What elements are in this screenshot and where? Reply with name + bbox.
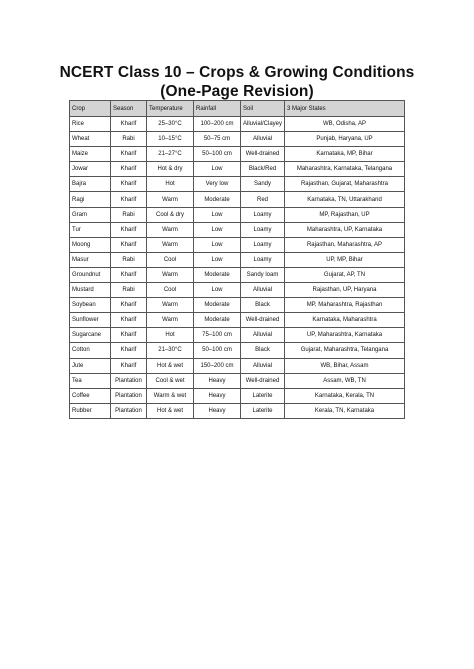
cell-season: Kharif	[111, 117, 147, 132]
cell-crop: Rubber	[70, 403, 111, 418]
table-row	[70, 403, 405, 418]
cell-major-states: UP, Maharashtra, Karnataka	[285, 328, 405, 343]
cell-soil: Loamy	[241, 252, 285, 267]
cell-crop: Mustard	[70, 283, 111, 298]
table-row	[70, 328, 405, 343]
cell-soil: Alluvial	[241, 132, 285, 147]
header-major-states: 3 Major States	[285, 101, 405, 117]
cell-soil: Loamy	[241, 222, 285, 237]
cell-season: Plantation	[111, 388, 147, 403]
header-temperature: Temperature	[147, 101, 194, 117]
cell-soil: Alluvial	[241, 358, 285, 373]
cell-season: Kharif	[111, 222, 147, 237]
cell-temperature: Hot	[147, 177, 194, 192]
cell-temperature: Cool & dry	[147, 207, 194, 222]
table-row	[70, 358, 405, 373]
table-row	[70, 177, 405, 192]
cell-rainfall: Low	[194, 222, 241, 237]
table-header-row	[70, 101, 405, 117]
table-row	[70, 283, 405, 298]
cell-rainfall: 50–75 cm	[194, 132, 241, 147]
cell-soil: Loamy	[241, 207, 285, 222]
cell-season: Kharif	[111, 313, 147, 328]
cell-rainfall: Moderate	[194, 313, 241, 328]
cell-soil: Sandy	[241, 177, 285, 192]
cell-temperature: Warm & wet	[147, 388, 194, 403]
cell-crop: Soybean	[70, 298, 111, 313]
cell-rainfall: 50–100 cm	[194, 147, 241, 162]
cell-soil: Sandy loam	[241, 267, 285, 282]
table-row	[70, 298, 405, 313]
cell-season: Kharif	[111, 237, 147, 252]
cell-season: Kharif	[111, 192, 147, 207]
cell-crop: Masur	[70, 252, 111, 267]
cell-crop: Moong	[70, 237, 111, 252]
cell-temperature: Warm	[147, 222, 194, 237]
table-row	[70, 192, 405, 207]
cell-rainfall: Low	[194, 207, 241, 222]
table-row	[70, 222, 405, 237]
cell-crop: Jowar	[70, 162, 111, 177]
cell-major-states: MP, Rajasthan, UP	[285, 207, 405, 222]
cell-temperature: Warm	[147, 298, 194, 313]
cell-temperature: 21–27°C	[147, 147, 194, 162]
cell-soil: Well-drained	[241, 313, 285, 328]
cell-soil: Laterite	[241, 403, 285, 418]
cell-temperature: Cool	[147, 283, 194, 298]
cell-crop: Cotton	[70, 343, 111, 358]
cell-crop: Maize	[70, 147, 111, 162]
cell-crop: Tur	[70, 222, 111, 237]
cell-major-states: Gujarat, AP, TN	[285, 267, 405, 282]
cell-crop: Bajra	[70, 177, 111, 192]
cell-temperature: Cool	[147, 252, 194, 267]
cell-temperature: 21–30°C	[147, 343, 194, 358]
cell-season: Kharif	[111, 343, 147, 358]
cell-season: Kharif	[111, 162, 147, 177]
cell-rainfall: Moderate	[194, 192, 241, 207]
cell-temperature: Cool & wet	[147, 373, 194, 388]
cell-crop: Rice	[70, 117, 111, 132]
cell-rainfall: 50–100 cm	[194, 343, 241, 358]
table-body	[70, 117, 405, 419]
cell-soil: Well-drained	[241, 147, 285, 162]
cell-temperature: Hot & wet	[147, 403, 194, 418]
cell-rainfall: 75–100 cm	[194, 328, 241, 343]
cell-major-states: UP, MP, Bihar	[285, 252, 405, 267]
cell-rainfall: Low	[194, 237, 241, 252]
cell-crop: Tea	[70, 373, 111, 388]
cell-crop: Gram	[70, 207, 111, 222]
cell-major-states: Karnataka, MP, Bihar	[285, 147, 405, 162]
header-crop: Crop	[70, 101, 111, 117]
header-rainfall: Rainfall	[194, 101, 241, 117]
cell-rainfall: Heavy	[194, 373, 241, 388]
cell-major-states: MP, Maharashtra, Rajasthan	[285, 298, 405, 313]
cell-temperature: Warm	[147, 313, 194, 328]
cell-rainfall: Moderate	[194, 267, 241, 282]
cell-temperature: 10–15°C	[147, 132, 194, 147]
table-row	[70, 313, 405, 328]
cell-season: Rabi	[111, 132, 147, 147]
cell-major-states: Assam, WB, TN	[285, 373, 405, 388]
cell-soil: Loamy	[241, 237, 285, 252]
title-line-2: (One-Page Revision)	[160, 83, 314, 100]
cell-crop: Ragi	[70, 192, 111, 207]
cell-crop: Coffee	[70, 388, 111, 403]
cell-crop: Sunflower	[70, 313, 111, 328]
cell-season: Kharif	[111, 267, 147, 282]
title-line-1: NCERT Class 10 – Crops & Growing Conditions	[59, 64, 415, 81]
header-soil: Soil	[241, 101, 285, 117]
cell-temperature: 25–30°C	[147, 117, 194, 132]
cell-major-states: Karnataka, TN, Uttarakhand	[285, 192, 405, 207]
cell-major-states: Gujarat, Maharashtra, Telangana	[285, 343, 405, 358]
cell-crop: Jute	[70, 358, 111, 373]
table-row	[70, 252, 405, 267]
cell-rainfall: Low	[194, 162, 241, 177]
cell-rainfall: 100–200 cm	[194, 117, 241, 132]
table-row	[70, 117, 405, 132]
cell-major-states: Maharashtra, UP, Karnataka	[285, 222, 405, 237]
cell-season: Rabi	[111, 207, 147, 222]
table-row	[70, 388, 405, 403]
cell-soil: Red	[241, 192, 285, 207]
cell-major-states: Karnataka, Kerala, TN	[285, 388, 405, 403]
cell-soil: Black	[241, 343, 285, 358]
cell-rainfall: Low	[194, 283, 241, 298]
cell-major-states: Karnataka, Maharashtra	[285, 313, 405, 328]
cell-season: Kharif	[111, 358, 147, 373]
cell-rainfall: Heavy	[194, 388, 241, 403]
cell-major-states: Kerala, TN, Karnataka	[285, 403, 405, 418]
cell-major-states: WB, Bihar, Assam	[285, 358, 405, 373]
cell-crop: Wheat	[70, 132, 111, 147]
cell-season: Plantation	[111, 373, 147, 388]
cell-temperature: Hot & wet	[147, 358, 194, 373]
cell-major-states: Rajasthan, Gujarat, Maharashtra	[285, 177, 405, 192]
cell-soil: Black/Red	[241, 162, 285, 177]
cell-temperature: Warm	[147, 237, 194, 252]
cell-crop: Groundnut	[70, 267, 111, 282]
cell-temperature: Warm	[147, 192, 194, 207]
cell-soil: Alluvial	[241, 328, 285, 343]
cell-season: Kharif	[111, 298, 147, 313]
table-row	[70, 207, 405, 222]
table-row	[70, 267, 405, 282]
table-row	[70, 147, 405, 162]
cell-season: Rabi	[111, 252, 147, 267]
table-row	[70, 132, 405, 147]
cell-temperature: Warm	[147, 267, 194, 282]
cell-soil: Alluvial	[241, 283, 285, 298]
cell-rainfall: Very low	[194, 177, 241, 192]
cell-rainfall: 150–200 cm	[194, 358, 241, 373]
crops-table	[69, 100, 405, 419]
header-season: Season	[111, 101, 147, 117]
cell-season: Plantation	[111, 403, 147, 418]
cell-major-states: WB, Odisha, AP	[285, 117, 405, 132]
cell-temperature: Hot	[147, 328, 194, 343]
cell-major-states: Rajasthan, Maharashtra, AP	[285, 237, 405, 252]
cell-soil: Laterite	[241, 388, 285, 403]
cell-season: Kharif	[111, 177, 147, 192]
cell-soil: Well-drained	[241, 373, 285, 388]
cell-season: Kharif	[111, 147, 147, 162]
cell-temperature: Hot & dry	[147, 162, 194, 177]
table-row	[70, 237, 405, 252]
cell-major-states: Rajasthan, UP, Haryana	[285, 283, 405, 298]
cell-rainfall: Low	[194, 252, 241, 267]
cell-season: Rabi	[111, 283, 147, 298]
page-title	[0, 63, 474, 101]
cell-season: Kharif	[111, 328, 147, 343]
cell-soil: Black	[241, 298, 285, 313]
table-row	[70, 343, 405, 358]
table-row	[70, 162, 405, 177]
cell-soil: Alluvial/Clayey	[241, 117, 285, 132]
cell-crop: Sugarcane	[70, 328, 111, 343]
cell-major-states: Maharashtra, Karnataka, Telangana	[285, 162, 405, 177]
cell-rainfall: Heavy	[194, 403, 241, 418]
table-row	[70, 373, 405, 388]
cell-rainfall: Moderate	[194, 298, 241, 313]
cell-major-states: Punjab, Haryana, UP	[285, 132, 405, 147]
